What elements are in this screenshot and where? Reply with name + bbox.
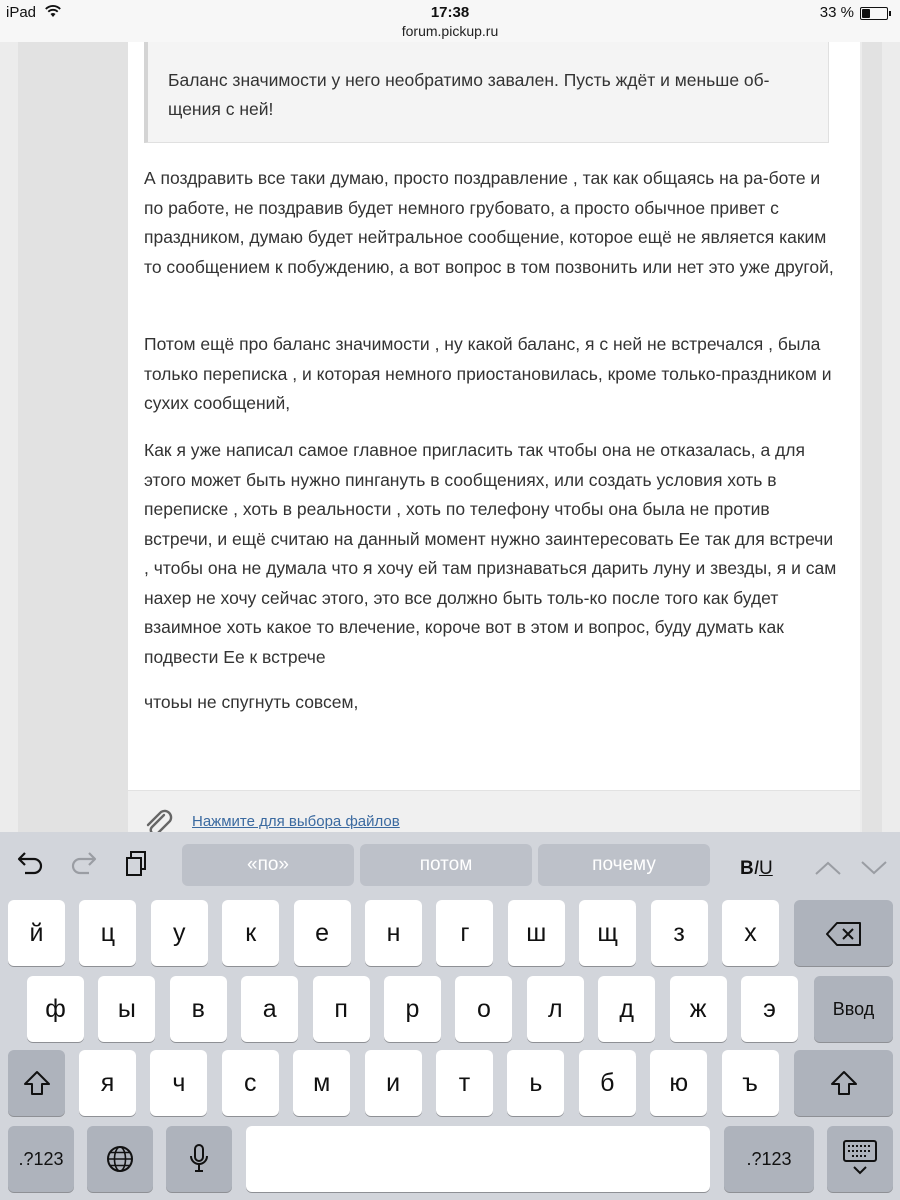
underline-label: U bbox=[759, 858, 773, 879]
key-х[interactable]: х bbox=[722, 900, 779, 966]
attachment-bar bbox=[128, 790, 860, 833]
message-editor[interactable] bbox=[128, 42, 860, 790]
key-м[interactable]: м bbox=[293, 1050, 350, 1116]
address-url[interactable]: forum.pickup.ru bbox=[401, 23, 499, 39]
clock: 17:38 bbox=[430, 4, 470, 21]
chevron-down-icon[interactable] bbox=[860, 860, 888, 876]
key-л[interactable]: л bbox=[527, 976, 584, 1042]
shift-icon bbox=[23, 1070, 51, 1096]
dismiss-keyboard-key[interactable] bbox=[827, 1126, 893, 1192]
shift-key-left[interactable] bbox=[8, 1050, 65, 1116]
keyboard-dismiss-icon bbox=[843, 1140, 877, 1176]
text-format-button[interactable] bbox=[740, 858, 773, 880]
key-с[interactable]: с bbox=[222, 1050, 279, 1116]
globe-key[interactable] bbox=[87, 1126, 153, 1192]
undo-icon[interactable] bbox=[16, 850, 44, 876]
numbers-key-left[interactable]: .?123 bbox=[8, 1126, 74, 1192]
dictation-key[interactable] bbox=[166, 1126, 232, 1192]
paste-icon[interactable] bbox=[124, 850, 150, 878]
battery-percent: 33 % bbox=[819, 4, 854, 21]
chevron-up-icon[interactable] bbox=[814, 860, 842, 876]
key-я[interactable]: я bbox=[79, 1050, 136, 1116]
key-т[interactable]: т bbox=[436, 1050, 493, 1116]
status-bar bbox=[0, 0, 900, 42]
key-ъ[interactable]: ъ bbox=[722, 1050, 779, 1116]
message-paragraph[interactable]: Потом ещё про баланс значимости , ну какой баланс, я с ней не встречался , была только переписка , и которая немного приостановилась, кроме только-праздником и сухих сообщений, bbox=[144, 334, 832, 413]
key-н[interactable]: н bbox=[365, 900, 422, 966]
key-ш[interactable]: ш bbox=[508, 900, 565, 966]
shift-key-right[interactable] bbox=[794, 1050, 893, 1116]
battery-tip bbox=[889, 11, 891, 16]
key-к[interactable]: к bbox=[222, 900, 279, 966]
page-left-margin bbox=[18, 42, 128, 832]
italic-label: I bbox=[753, 858, 760, 879]
key-у[interactable]: у bbox=[151, 900, 208, 966]
suggestion-1[interactable]: «по» bbox=[182, 844, 354, 886]
key-ю[interactable]: ю bbox=[650, 1050, 707, 1116]
battery-icon bbox=[860, 7, 888, 20]
key-ц[interactable]: ц bbox=[79, 900, 136, 966]
key-и[interactable]: и bbox=[365, 1050, 422, 1116]
key-б[interactable]: б bbox=[579, 1050, 636, 1116]
message-paragraph[interactable]: чтоьы не спугнуть совсем, bbox=[144, 692, 359, 712]
key-ф[interactable]: ф bbox=[27, 976, 84, 1042]
message-paragraph[interactable]: Как я уже написал самое главное пригласить так чтобы она не отказалась, а для этого может быть нужно пингануть в сообщениях, или создать условия хоть в переписке , хоть в реальности , хоть по телефону чтобы она была не против встречи, и ещё считаю на данный момент нужно заинтересовать Ее так для встречи , чтобы она не думала что я хочу ей там признаваться дарить луну и звезды, я и сам нахер не хочу сейчас этого, это все должно быть толь-ко после того как будет взаимное хоть какое то влечение, короче вот в этом и вопрос, буду думать как подвести Ее к встрече bbox=[144, 440, 837, 667]
key-ч[interactable]: ч bbox=[150, 1050, 207, 1116]
return-key[interactable]: Ввод bbox=[814, 976, 893, 1042]
shift-icon bbox=[830, 1070, 858, 1096]
key-ж[interactable]: ж bbox=[670, 976, 727, 1042]
quote-block bbox=[144, 42, 829, 143]
numbers-key-right[interactable]: .?123 bbox=[724, 1126, 814, 1192]
redo-icon[interactable] bbox=[70, 850, 98, 876]
choose-files-link[interactable]: Нажмите для выбора файлов bbox=[192, 813, 400, 830]
forum-page bbox=[0, 42, 900, 832]
key-д[interactable]: д bbox=[598, 976, 655, 1042]
space-key[interactable] bbox=[246, 1126, 710, 1192]
microphone-icon bbox=[189, 1143, 209, 1175]
battery-fill bbox=[862, 9, 870, 18]
key-э[interactable]: э bbox=[741, 976, 798, 1042]
message-paragraph[interactable]: А поздравить все таки думаю, просто поздравление , так как общаясь на ра-боте и по работе, не поздравив будет немного грубовато, а просто обычное привет с праздником, думаю будет нейтральное сообщение, которое ещё не является каким то сообщением к побуждению, а вот вопрос в том позвонить или нет это уже другой, bbox=[144, 168, 834, 277]
key-щ[interactable]: щ bbox=[579, 900, 636, 966]
key-о[interactable]: о bbox=[455, 976, 512, 1042]
key-г[interactable]: г bbox=[436, 900, 493, 966]
globe-icon bbox=[106, 1145, 134, 1173]
bold-label: B bbox=[740, 858, 754, 879]
key-в[interactable]: в bbox=[170, 976, 227, 1042]
suggestion-2[interactable]: потом bbox=[360, 844, 532, 886]
key-а[interactable]: а bbox=[241, 976, 298, 1042]
key-й[interactable]: й bbox=[8, 900, 65, 966]
key-п[interactable]: п bbox=[313, 976, 370, 1042]
suggestion-3[interactable]: почему bbox=[538, 844, 710, 886]
key-р[interactable]: р bbox=[384, 976, 441, 1042]
key-е[interactable]: е bbox=[294, 900, 351, 966]
key-з[interactable]: з bbox=[651, 900, 708, 966]
device-name: iPad bbox=[6, 4, 37, 21]
page-right-margin bbox=[862, 42, 882, 832]
backspace-icon bbox=[826, 922, 862, 946]
backspace-key[interactable] bbox=[794, 900, 893, 966]
key-ь[interactable]: ь bbox=[507, 1050, 564, 1116]
on-screen-keyboard bbox=[0, 832, 900, 1200]
key-ы[interactable]: ы bbox=[98, 976, 155, 1042]
quote-text: Баланс значимости у него необратимо завален. Пусть ждёт и меньше об-щения с ней! bbox=[168, 70, 770, 119]
